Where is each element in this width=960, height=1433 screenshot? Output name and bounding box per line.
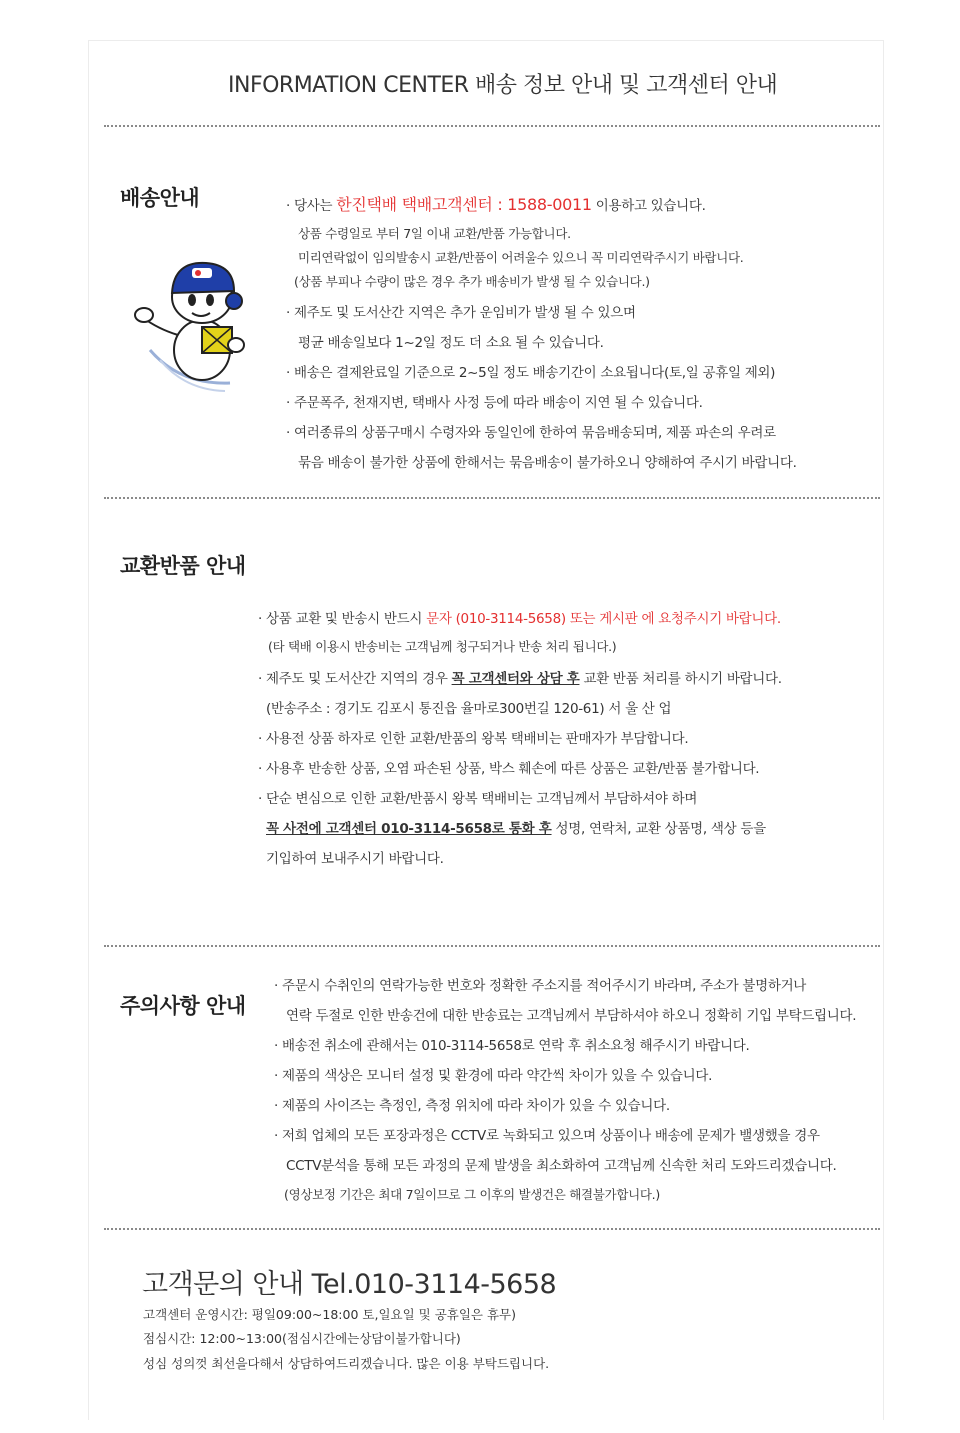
exchange-line-2: (타 택배 이용시 반송비는 고객님께 청구되거나 반송 처리 됩니다.): [268, 639, 617, 654]
shipping-line-6: 평균 배송일보다 1~2일 정도 더 소요 될 수 있습니다.: [298, 335, 604, 351]
contact-lunch: 점심시간: 12:00~13:00(점심시간에는상담이불가합니다): [143, 1331, 461, 1346]
return-address: (반송주소 : 경기도 김포시 통진읍 율마로300번길 120-61) 서 울 산 업: [266, 701, 672, 717]
exchange-line-5: · 사용전 상품 하자로 인한 교환/반품의 왕복 택배비는 판매자가 부담합니다.: [258, 731, 689, 747]
contact-hours: 고객센터 운영시간: 평일09:00~18:00 토,일요일 및 공휴일은 휴무): [143, 1307, 516, 1322]
shipping-line-8: · 주문폭주, 천재지변, 택배사 사정 등에 따라 배송이 지연 될 수 있습니다.: [286, 395, 703, 411]
notice-line-4: · 제품의 색상은 모니터 설정 및 환경에 따라 약간씩 차이가 있을 수 있습니다.: [274, 1068, 713, 1084]
shipping-line1-pre: · 당사는: [286, 198, 337, 214]
contact-closing: 성심 성의껏 최선을다해서 상담하여드리겠습니다. 많은 이용 부탁드립니다.: [143, 1356, 550, 1371]
shipping-line-10: 묶음 배송이 불가한 상품에 한해서는 묶음배송이 불가하오니 양해하여 주시기 바랍니다.: [298, 455, 797, 471]
shipping-carrier-line: [286, 192, 706, 215]
exchange-line-1: [258, 607, 781, 627]
divider: [104, 497, 880, 499]
exchange-line-7: · 단순 변심으로 인한 교환/반품시 왕복 택배비는 고객님께서 부담하셔야 하며: [258, 791, 698, 807]
notice-line-8: (영상보정 기간은 최대 7일이므로 그 이후의 발생건은 해결불가합니다.): [284, 1187, 660, 1202]
shipping-line-2: 상품 수령일로 부터 7일 이내 교환/반품 가능합니다.: [298, 226, 571, 241]
shipping-line-7: · 배송은 결제완료일 기준으로 2~5일 정도 배송기간이 소요됩니다(토,일 공휴일 제외): [286, 365, 776, 381]
exchange-line-9: 기입하여 보내주시기 바랍니다.: [266, 851, 444, 867]
exchange-line-8: [266, 817, 766, 837]
shipping-line-5: · 제주도 및 도서산간 지역은 추가 운임비가 발생 될 수 있으며: [286, 305, 636, 321]
divider: [104, 945, 880, 947]
notice-line-1: · 주문시 수취인의 연락가능한 번호와 정확한 주소지를 적어주시기 바라며, 주소가 불명하거나: [274, 978, 807, 994]
shipping-heading: 배송안내: [120, 186, 200, 210]
divider: [104, 1228, 880, 1230]
divider: [104, 125, 880, 127]
exchange-contact-red: 문자 (010-3114-5658) 또는 게시판 에 요청주시기 바랍니다.: [426, 611, 781, 627]
exchange-line-6: · 사용후 반송한 상품, 오염 파손된 상품, 박스 훼손에 따른 상품은 교환/반품 불가합니다.: [258, 761, 760, 777]
exchange-line8-bold: 꼭 사전에 고객센터 010-3114-5658로 통화 후: [266, 821, 552, 837]
notice-line-3: · 배송전 취소에 관해서는 010-3114-5658로 연락 후 취소요청 해주시기 바랍니다.: [274, 1038, 750, 1054]
exchange-line3-pre: · 제주도 및 도서산간 지역의 경우: [258, 671, 452, 687]
shipping-line-9: · 여러종류의 상품구매시 수령자와 동일인에 한하여 묶음배송되며, 제품 파손의 우려로: [286, 425, 776, 441]
page-title: INFORMATION CENTER 배송 정보 안내 및 고객센터 안내: [228, 73, 778, 98]
shipping-line1-post: 이용하고 있습니다.: [591, 198, 706, 214]
exchange-line-3: [258, 667, 782, 687]
notice-line-6: · 저희 업체의 모든 포장과정은 CCTV로 녹화되고 있으며 상품이나 배송에 문제가 밸생했을 경우: [274, 1128, 820, 1144]
notice-line-5: · 제품의 사이즈는 측정인, 측정 위치에 따라 차이가 있을 수 있습니다.: [274, 1098, 670, 1114]
notice-line-2: 연락 두절로 인한 반송건에 대한 반송료는 고객님께서 부담하셔야 하오니 정확히 기입 부탁드립니다.: [286, 1008, 857, 1024]
delivery-mascot-icon: [130, 255, 260, 395]
contact-title: 고객문의 안내 Tel.010-3114-5658: [142, 1269, 557, 1300]
shipping-line-3: 미리연락없이 임의발송시 교환/반품이 어려울수 있으니 꼭 미리연락주시기 바랍니다.: [298, 250, 744, 265]
exchange-line3-post: 교환 반품 처리를 하시기 바랍니다.: [579, 671, 782, 687]
exchange-line8-post: 성명, 연락처, 교환 상품명, 색상 등을: [551, 821, 766, 837]
notice-line-7: CCTV분석을 통해 모든 과정의 문제 발생을 최소화하여 고객님께 신속한 처리 도와드리겠습니다.: [286, 1158, 837, 1174]
notice-heading: 주의사항 안내: [120, 994, 246, 1018]
exchange-line1-pre: · 상품 교환 및 반송시 반드시: [258, 611, 427, 627]
exchange-line3-bold: 꼭 고객센터와 상담 후: [451, 671, 580, 687]
shipping-line-4: (상품 부피나 수량이 많은 경우 추가 배송비가 발생 될 수 있습니다.): [294, 274, 650, 289]
exchange-heading: 교환반품 안내: [120, 554, 246, 578]
carrier-hotline: 한진택배 택배고객센터 : 1588-0011: [336, 195, 592, 214]
